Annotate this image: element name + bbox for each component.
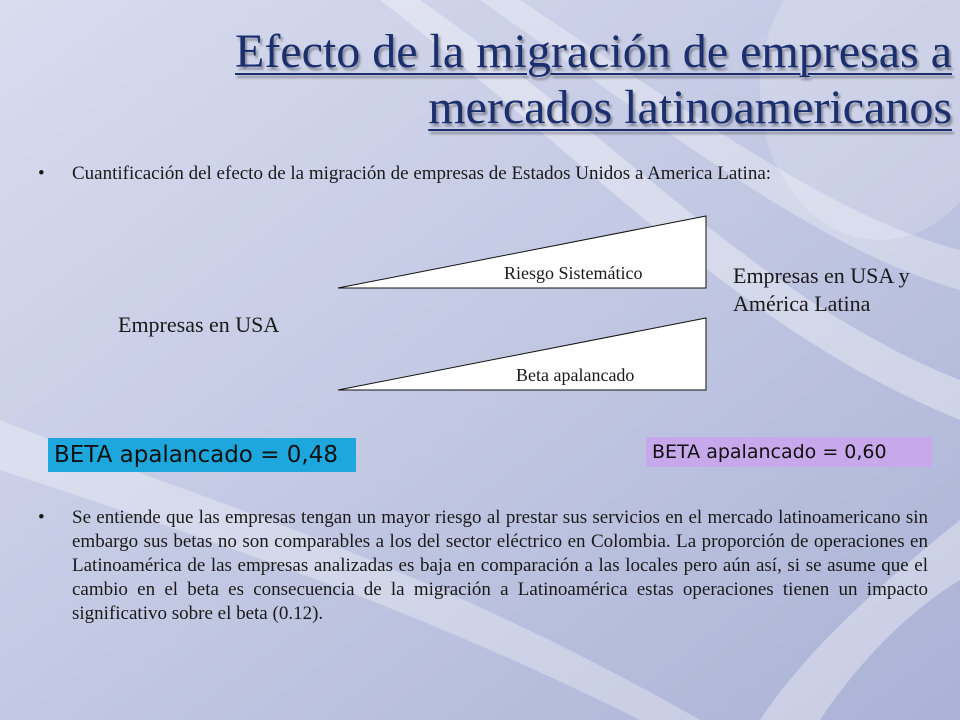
bullet-conclusion bbox=[38, 506, 928, 666]
wedge-top-label: Riesgo Sistemático bbox=[504, 263, 643, 283]
label-empresas-usa-latam: Empresas en USA y América Latina bbox=[733, 263, 910, 316]
wedge-bottom-label: Beta apalancado bbox=[516, 365, 635, 385]
label-empresas-usa: Empresas en USA bbox=[118, 312, 280, 337]
beta-usa-box: BETA apalancado = 0,48 bbox=[48, 438, 356, 472]
title-line-2: mercados latinoamericanos bbox=[428, 81, 952, 134]
bullet-dot: • bbox=[38, 507, 45, 528]
bullet-intro-text: Cuantificación del efecto de la migración de empresas de Estados Unidos a America Latina: bbox=[72, 163, 772, 184]
bullet-conclusion-text: Se entiende que las empresas tengan un mayor riesgo al prestar sus servicios en el mercado latinoamericano sin embargo sus betas no son comparables a los del sector eléctrico en Colombia. La proporción de operaciones en Latinoamérica de las empresas analizadas es baja en comparación a las locales pero aún así, si se asume que el cambio en el beta es consecuencia de la migración a Latinoamérica estas operaciones tienen un impacto significativo sobre el beta (0.12). bbox=[72, 507, 928, 624]
title-line-1: Efecto de la migración de empresas a bbox=[235, 25, 952, 78]
beta-latam-box: BETA apalancado = 0,60 bbox=[646, 437, 932, 467]
bullet-dot: • bbox=[38, 163, 45, 184]
